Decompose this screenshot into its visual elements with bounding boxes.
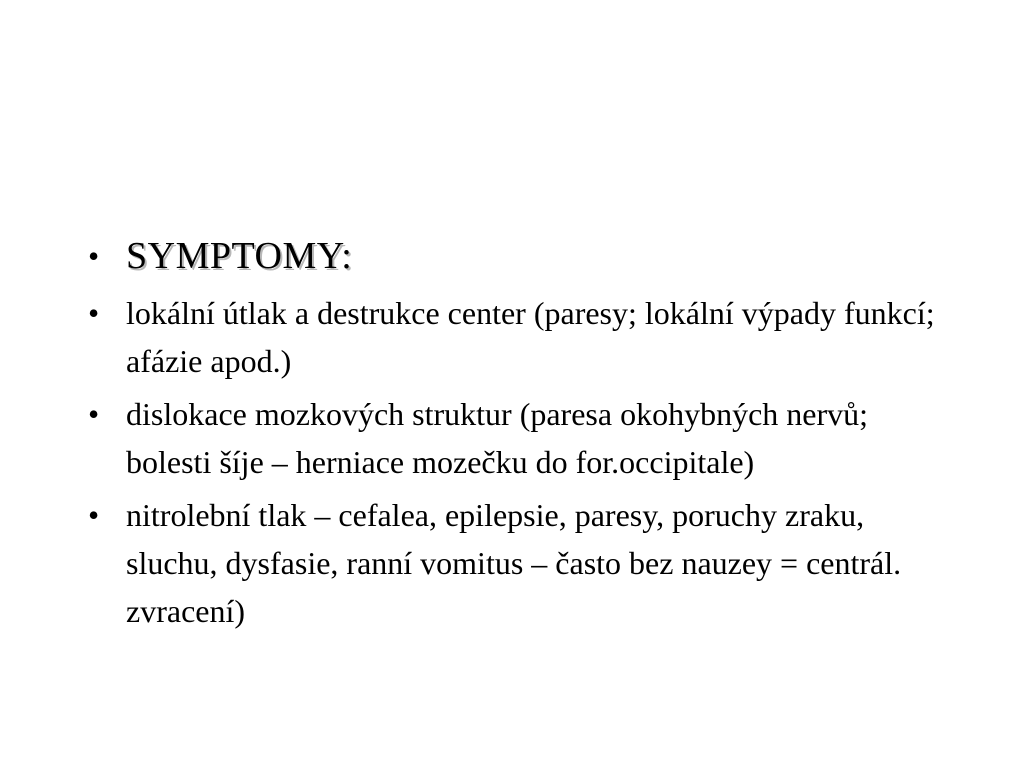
bullet-item	[88, 491, 948, 635]
bullet-item	[88, 289, 948, 385]
bullet-item	[88, 390, 948, 486]
bullet-item-heading	[88, 232, 948, 281]
bullet-text: lokální útlak a destrukce center (paresy; lokální výpady funkcí; afázie apod.)	[126, 295, 935, 379]
bullet-icon: •	[88, 396, 100, 432]
bullet-icon: •	[88, 497, 100, 533]
bullet-icon: •	[88, 295, 100, 331]
slide-heading: SYMPTOMY:	[126, 235, 353, 277]
bullet-icon: •	[88, 238, 100, 274]
bullet-text: nitrolební tlak – cefalea, epilepsie, paresy, poruchy zraku, sluchu, dysfasie, ranní vomitus – často bez nauzey = centrál. zvracení)	[126, 497, 902, 629]
bullet-list	[88, 232, 948, 640]
bullet-text: dislokace mozkových struktur (paresa okohybných nervů; bolesti šíje – herniace mozečku do for.occipitale)	[126, 396, 869, 480]
